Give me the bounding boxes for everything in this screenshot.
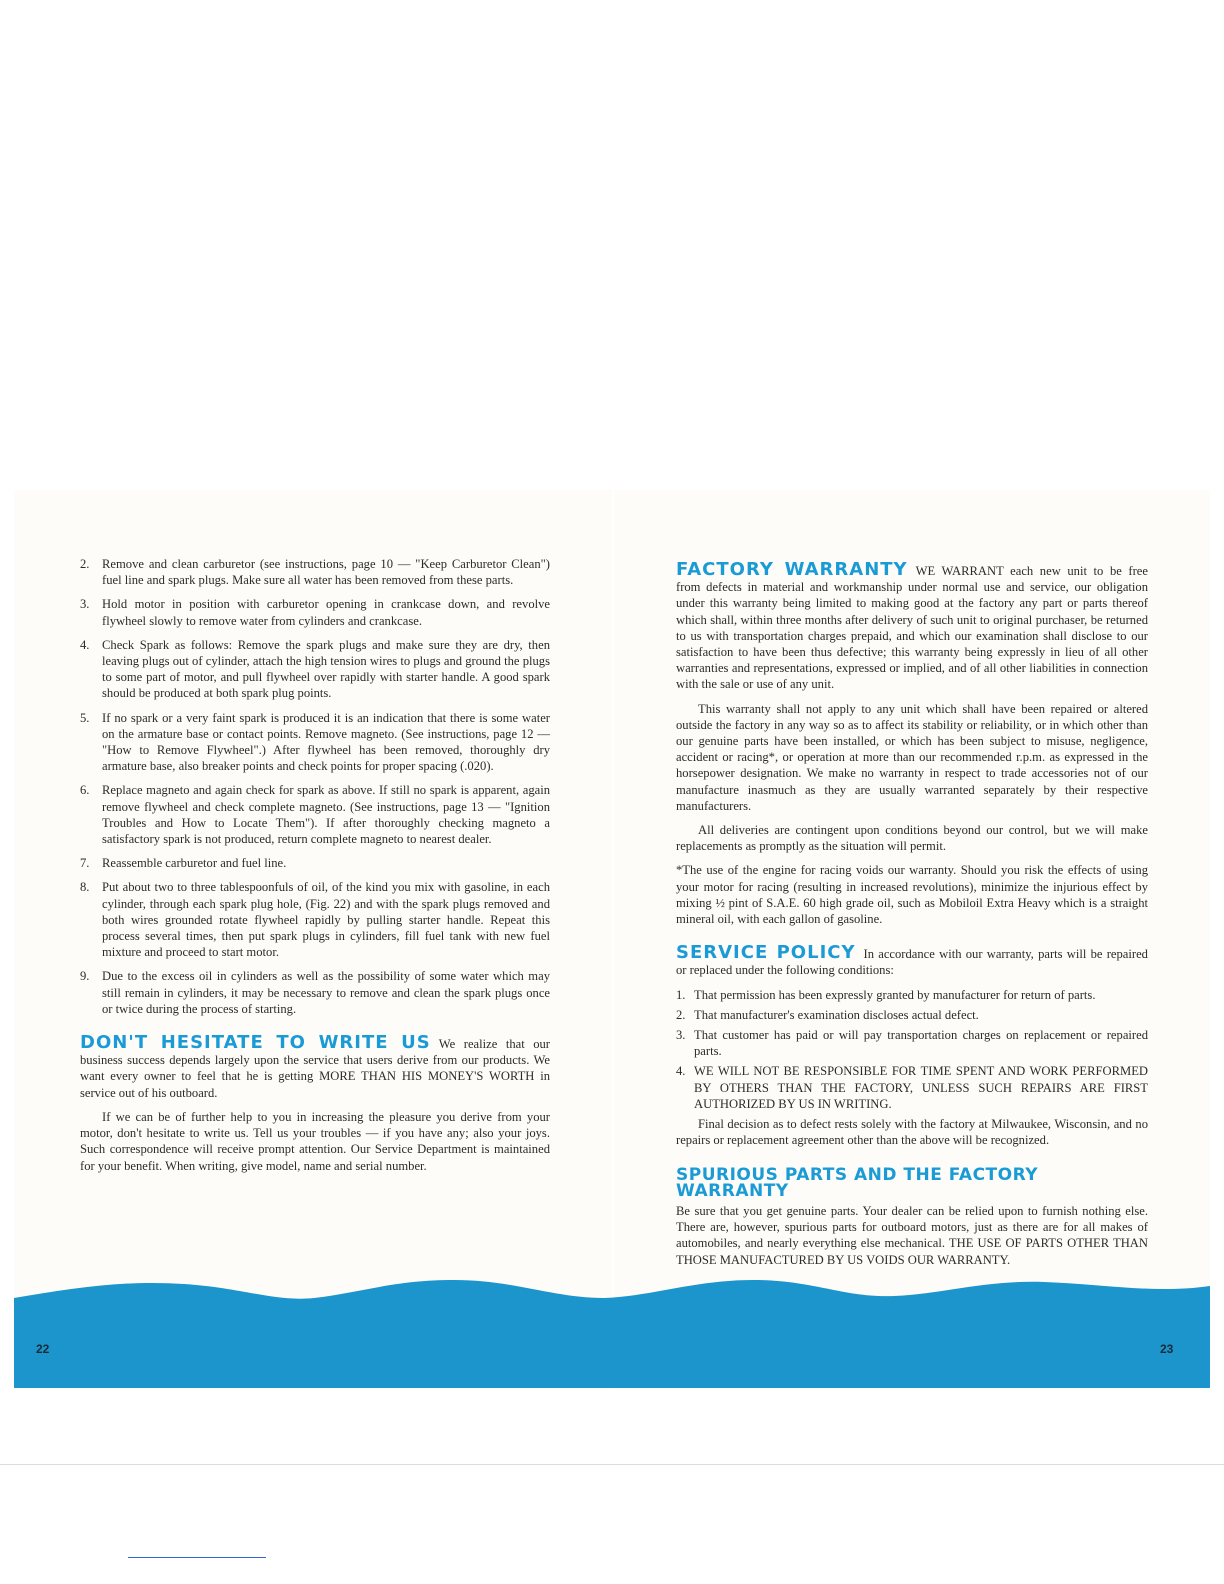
- list-item: 5. If no spark or a very faint spark is produced it is an indication that there is some water on the armature base or contact points. Remove magneto. (See instructions, page 12 — "How to Remove Flywheel".) After flywheel has been removed, thoroughly dry armature base, also breaker points and check points for proper spacing (.020).: [80, 710, 550, 774]
- starting-steps-list: [80, 556, 550, 1017]
- list-item: 6. Replace magneto and again check for spark as above. If still no spark is apparent, again remove flywheel and check complete magneto. (See instructions, page 13 — "Ignition Troubles and How to Locate Them"). If after thoroughly checking magneto a satisfactory spark is not produced, return complete magneto to nearest dealer.: [80, 783, 550, 847]
- left-column: [80, 556, 550, 1182]
- list-item: 4. Check Spark as follows: Remove the spark plugs and make sure they are dry, then leaving plugs out of cylinder, attach the high tension wires to plugs and ground the plugs to some part of motor, and pull flywheel over rapidly with starter handle. A good spark should be produced at both spark plug points.: [80, 637, 550, 701]
- warranty-paragraph-1: WE WARRANT each new unit to be free from defects in material and workmanship under normal use and service, our obligation under this warranty being limited to making good at the factory any part or parts thereof which shall, within three months after delivery of such unit to original purchaser, be returned to us with transportation charges prepaid, and which our examination shall disclose to our satisfaction to have been thus defective; this warranty being expressly in lieu of all other warranties and representations, expressed or implied, and of all other liabilities in connection with the sale or use of any unit.: [676, 564, 1148, 692]
- divider: [128, 1557, 266, 1558]
- list-item: 9. Due to the excess oil in cylinders as well as the possibility of some water which may still remain in cylinders, it may be necessary to remove and clean the spark plugs once or twice during the process of starting.: [80, 969, 550, 1016]
- spurious-paragraph: Be sure that you get genuine parts. Your dealer can be relied upon to furnish nothing else. There are, however, spurious parts for outboard motors, just as there are for all makes of automobiles, and nearly everything else mechanical. THE USE OF PARTS OTHER THAN THOSE MANUFACTURED BY US VOIDS OUR WARRANTY.: [676, 1203, 1148, 1267]
- warranty-paragraph-2: This warranty shall not apply to any unit which shall have been repaired or altered outside the factory in any way so as to affect its stability or reliability, or in which other than our genuine parts have been installed, or which has been subject to misuse, negligence, accident or racing*, or operation at more than our recommended r.p.m. as expressed in the horsepower designation. We make no warranty in respect to trade accessories not of our manufacture inasmuch as they are usually warranted separately by their respective manufacturers.: [676, 701, 1148, 813]
- list-item: 7. Reassemble carburetor and fuel line.: [80, 856, 287, 871]
- write-us-heading: DON'T HESITATE TO WRITE US: [80, 1032, 431, 1054]
- list-item: 3. That customer has paid or will pay transportation charges on replacement or repaired parts.: [676, 1028, 1148, 1059]
- service-heading: SERVICE POLICY: [676, 942, 856, 964]
- warranty-heading: FACTORY WARRANTY: [676, 559, 908, 580]
- list-item: 2. Remove and clean carburetor (see instructions, page 10 — "Keep Carburetor Clean") fuel line and spark plugs. Make sure all water has been removed from these parts.: [80, 557, 550, 588]
- warranty-racing-note: *The use of the engine for racing voids our warranty. Should you risk the effects of using your motor for racing (resulting in increased revolutions), minimize the injurious effect by mixing ½ pint of S.A.E. 60 high grade oil, such as Mobiloil Extra Heavy which is a straight mineral oil, with each gallon of gasoline.: [676, 863, 1148, 927]
- list-item: 1. That permission has been expressly granted by manufacturer for return of parts.: [676, 987, 1096, 1002]
- list-item: 4. WE WILL NOT BE RESPONSIBLE FOR TIME SPENT AND WORK PERFORMED BY OTHERS THAN THE FACTORY, UNLESS SUCH REPAIRS ARE FIRST AUTHORIZED BY US IN WRITING.: [676, 1064, 1148, 1111]
- service-section: [676, 942, 1148, 978]
- warranty-section: [676, 559, 1148, 693]
- spurious-section: [676, 1164, 1148, 1268]
- write-us-paragraph-1: We realize that our business success depends largely upon the service that users derive from our products. We want every owner to feel that he is getting MORE THAN HIS MONEY'S WORTH in service out of his outboard.: [80, 1037, 551, 1100]
- wave-footer-band: [14, 1276, 1210, 1388]
- service-final: Final decision as to defect rests solely with the factory at Milwaukee, Wisconsin, and no repairs or replacement agreement other than the above will be recognized.: [676, 1117, 1148, 1148]
- service-conditions-list: [676, 987, 1148, 1112]
- write-us-section: [80, 1032, 551, 1101]
- list-item: 3. Hold motor in position with carburetor opening in crankcase down, and revolve flywheel slowly to remove water from cylinders and crankcase.: [80, 597, 550, 628]
- spurious-heading: SPURIOUS PARTS AND THE FACTORY WARRANTY: [676, 1164, 1039, 1201]
- service-intro: In accordance with our warranty, parts will be repaired or replaced under the following conditions:: [676, 947, 1148, 978]
- divider: [0, 1464, 1224, 1465]
- warranty-paragraph-3: All deliveries are contingent upon conditions beyond our control, but we will make replacements as promptly as the situation will permit.: [676, 823, 1148, 854]
- write-us-paragraph-2: If we can be of further help to you in increasing the pleasure you derive from your motor, don't hesitate to write us. Tell us your troubles — if you have any; also your joys. Such correspondence will receive prompt attention. Our Service Department is maintained for your benefit. When writing, give model, name and serial number.: [80, 1109, 550, 1173]
- list-item: 2. That manufacturer's examination discloses actual defect.: [676, 1007, 979, 1022]
- page-number-right: 23: [1160, 1342, 1174, 1356]
- wave-shape: [14, 1280, 1210, 1388]
- page-number-left: 22: [36, 1342, 50, 1356]
- list-item: 8. Put about two to three tablespoonfuls of oil, of the kind you mix with gasoline, in each cylinder, through each spark plug hole, (Fig. 22) and with the spark plugs removed and both wires grounded rotate flywheel rapidly by pulling starter handle. Repeat this process several times, then put spark plugs in cylinders, fill fuel tank with new fuel mixture and proceed to start motor.: [80, 880, 550, 960]
- right-column: [676, 559, 1148, 1276]
